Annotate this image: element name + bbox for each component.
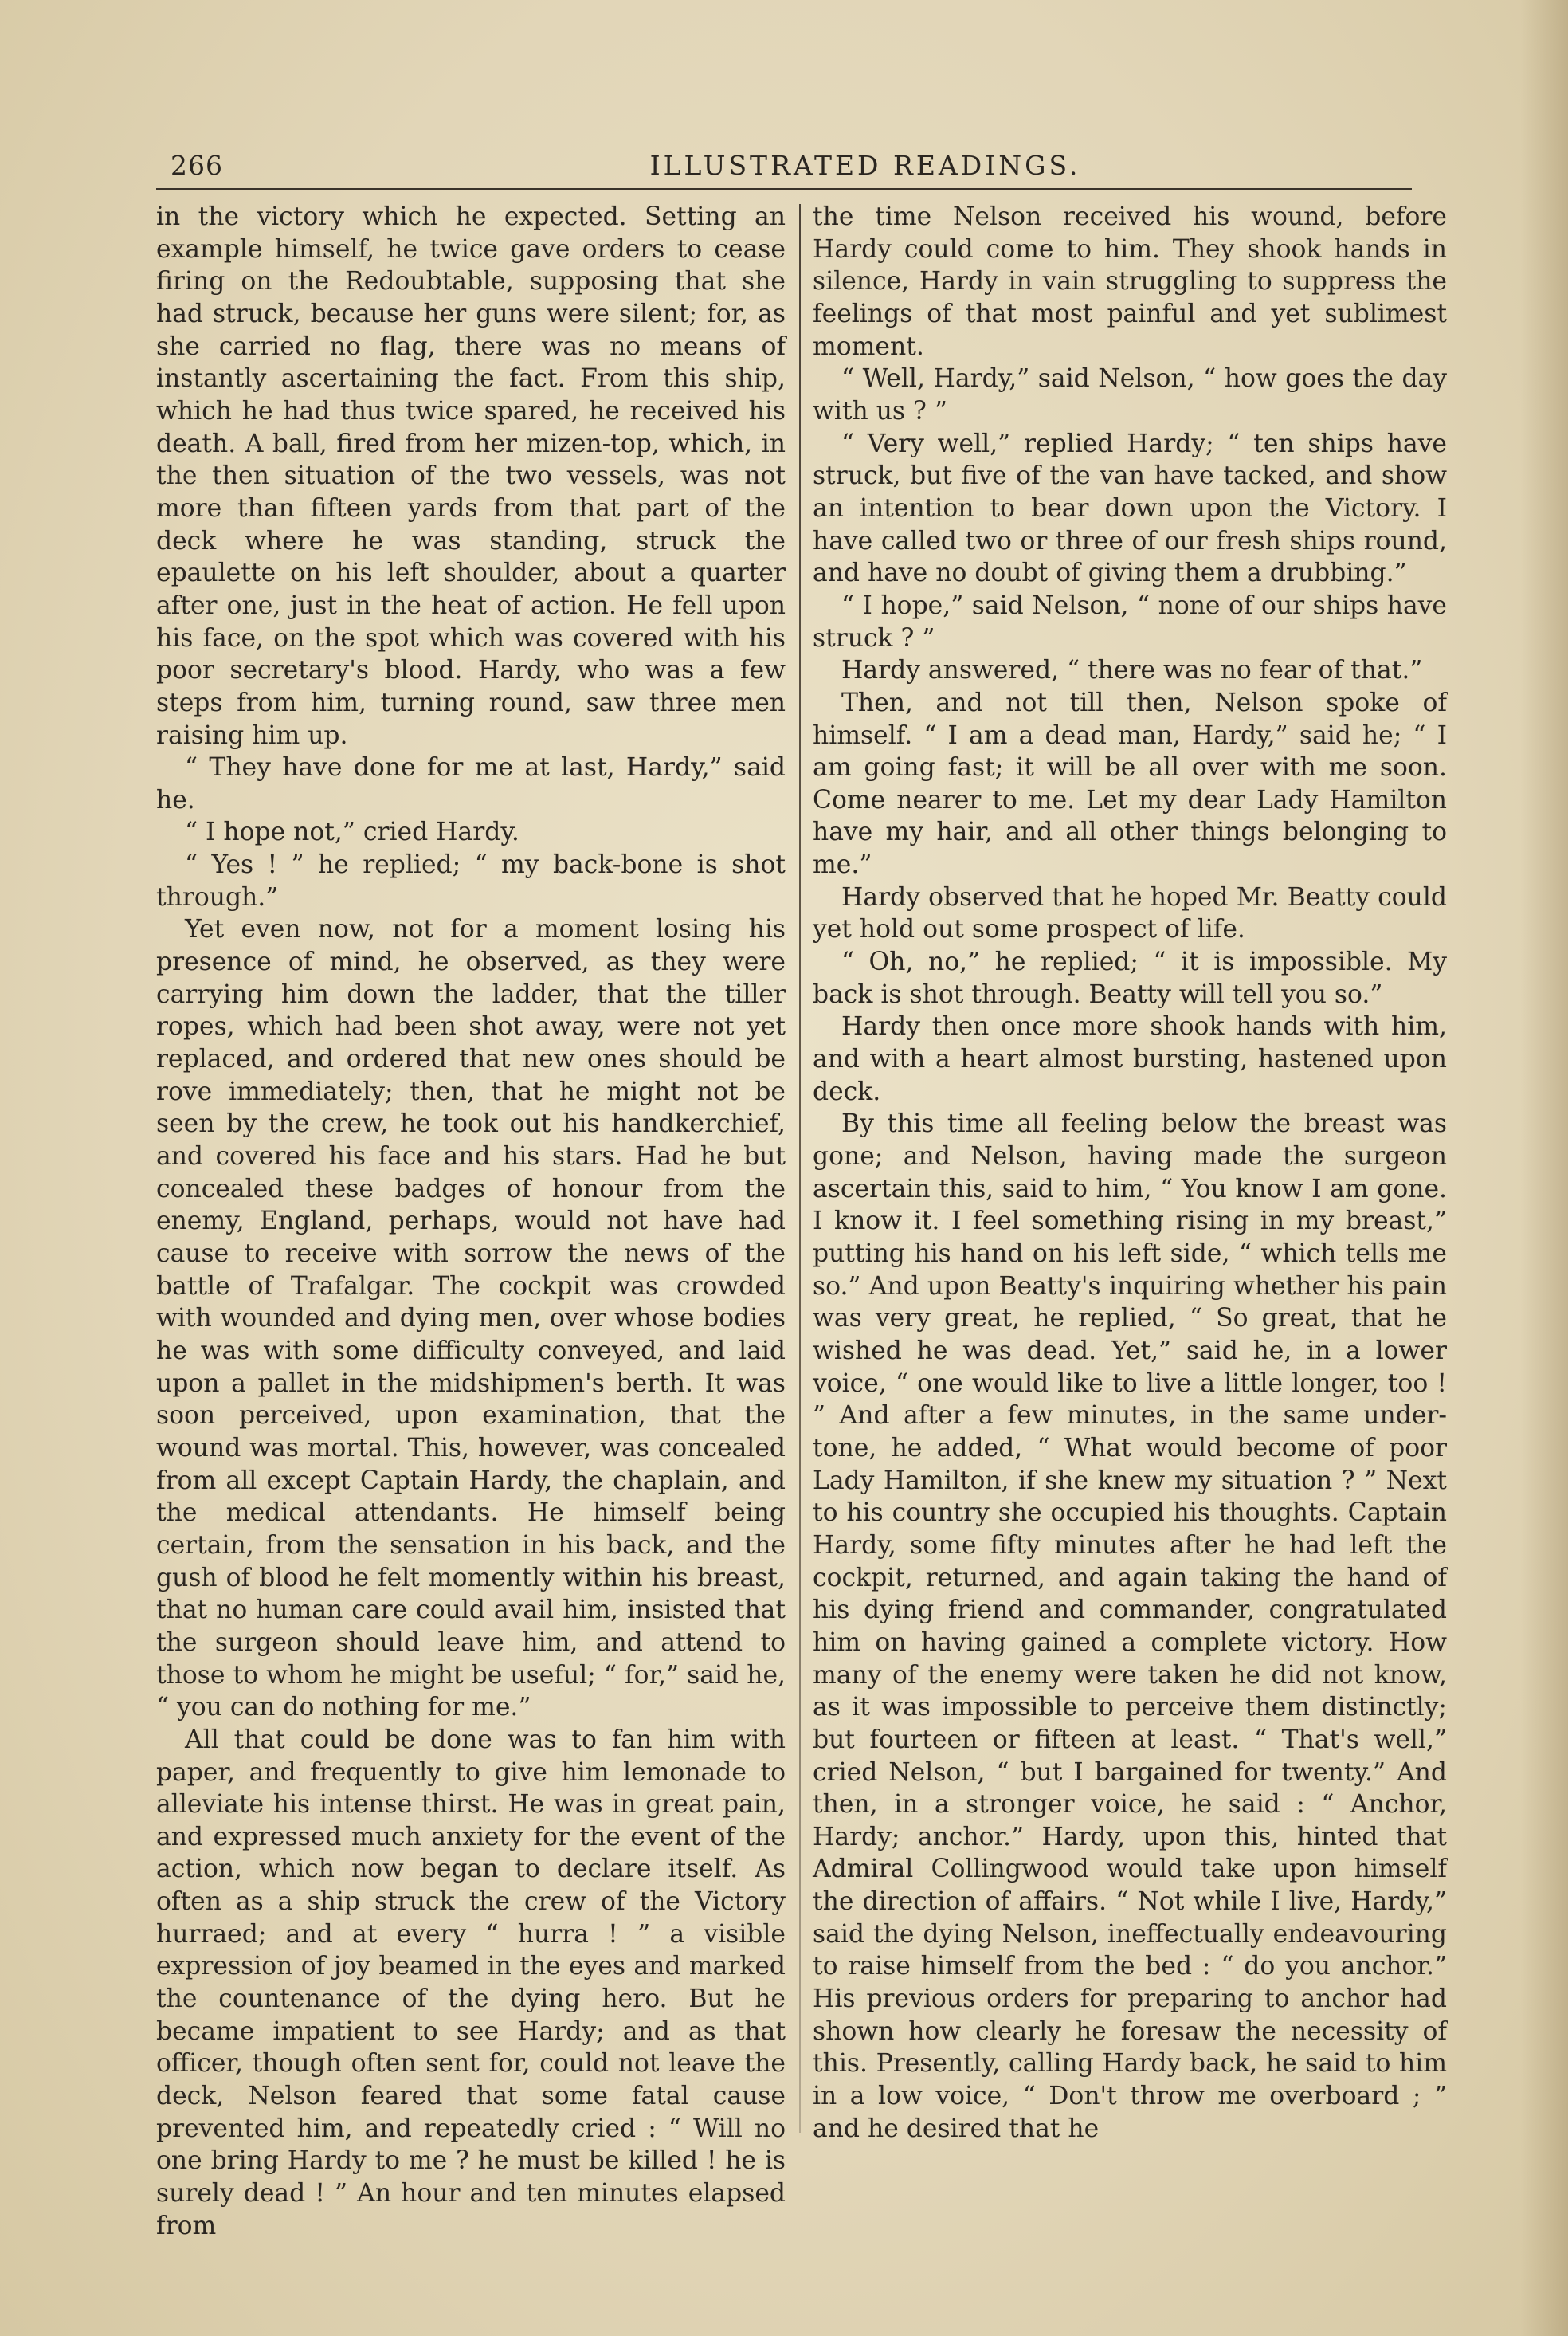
page-number: 266: [171, 150, 223, 181]
paragraph: Hardy answered, “ there was no fear of that.”: [841, 656, 1423, 685]
running-title: ILLUSTRATED READINGS.: [649, 150, 1081, 181]
paragraph: the time Nelson received his wound, before Hardy could come to him. They shook hands in silence, Hardy in vain struggling to suppress the feelings of that most painful and yet sublimest moment.: [813, 202, 1447, 361]
page-header: [156, 142, 1423, 190]
left-column: [156, 201, 786, 2242]
right-column: [813, 201, 1447, 2145]
paragraph: Then, and not till then, Nelson spoke of himself. “ I am a dead man, Hardy,” said he; “ I am going fast; it will be all over with me soon. Come nearer to me. Let my dear Lady Hamilton have my hair, and all other things belonging to me.”: [813, 688, 1447, 880]
paragraph: in the victory which he expected. Setting an example himself, he twice gave orders to cease firing on the Redoubtable, supposing that she had struck, because her guns were silent; for, as she carried no flag, there was no means of instantly ascertaining the fact. From this ship, which he had thus twice spared, he received his death. A ball, fired from her mizen-top, which, in the then situation of the two vessels, was not more than fifteen yards from that part of the deck where he was standing, struck the epaulette on his left shoulder, about a quarter after one, just in the heat of action. He fell upon his face, on the spot which was covered with his poor secretary's blood. Hardy, who was a few steps from him, turning round, saw three men raising him up.: [156, 202, 786, 750]
column-divider: [799, 204, 801, 2133]
header-rule: [156, 188, 1412, 190]
paragraph: “ Yes ! ” he replied; “ my back-bone is shot through.”: [156, 850, 786, 912]
paragraph: “ I hope,” said Nelson, “ none of our ships have struck ? ”: [813, 591, 1447, 653]
paragraph: Hardy observed that he hoped Mr. Beatty could yet hold out some prospect of life.: [813, 882, 1447, 944]
paragraph: “ Well, Hardy,” said Nelson, “ how goes the day with us ? ”: [813, 364, 1447, 426]
paragraph: “ Oh, no,” he replied; “ it is impossible. My back is shot through. Beatty will tell you so.”: [813, 948, 1447, 1009]
paragraph: “ They have done for me at last, Hardy,” said he.: [156, 753, 786, 815]
paragraph: All that could be done was to fan him with paper, and frequently to give him lemonade to alleviate his intense thirst. He was in great pain, and expressed much anxiety for the event of the action, which now began to declare itself. As often as a ship struck the crew of the Victory hurraed; and at every “ hurra ! ” a visible expression of joy beamed in the eyes and marked the countenance of the dying hero. But he became impatient to see Hardy; and as that officer, though often sent for, could not leave the deck, Nelson feared that some fatal cause prevented him, and repeatedly cried : “ Will no one bring Hardy to me ? he must be killed ! he is surely dead ! ” An hour and ten minutes elapsed from: [156, 1725, 786, 2240]
paragraph: Yet even now, not for a moment losing his presence of mind, he observed, as they were carrying him down the ladder, that the tiller ropes, which had been shot away, were not yet replaced, and ordered that new ones should be rove immediately; then, that he might not be seen by the crew, he took out his handkerchief, and covered his face and his stars. Had he but concealed these badges of honour from the enemy, England, perhaps, would not have had cause to receive with sorrow the news of the battle of Trafalgar. The cockpit was crowded with wounded and dying men, over whose bodies he was with some difficulty conveyed, and laid upon a pallet in the midshipmen's berth. It was soon perceived, upon examination, that the wound was mortal. This, however, was concealed from all except Captain Hardy, the chaplain, and the medical attendants. He himself being certain, from the sensation in his back, and the gush of blood he felt momently within his breast, that no human care could avail him, insisted that the surgeon should leave him, and attend to those to whom he might be useful; “ for,” said he, “ you can do nothing for me.”: [156, 915, 786, 1722]
page-edge-shadow: [1520, 0, 1568, 2336]
paragraph: Hardy then once more shook hands with him, and with a heart almost bursting, hastened upon deck.: [813, 1012, 1447, 1106]
paragraph: “ Very well,” replied Hardy; “ ten ships have struck, but five of the van have tacked, and show an intention to bear down upon the Victory. I have called two or three of our fresh ships round, and have no doubt of giving them a drubbing.”: [813, 429, 1447, 588]
paragraph: By this time all feeling below the breast was gone; and Nelson, having made the surgeon ascertain this, said to him, “ You know I am gone. I know it. I feel something rising in my breast,” putting his hand on his left side, “ which tells me so.” And upon Beatty's inquiring whether his pain was very great, he replied, “ So great, that he wished he was dead. Yet,” said he, in a lower voice, “ one would like to live a little longer, too ! ” And after a few minutes, in the same under-tone, he added, “ What would become of poor Lady Hamilton, if she knew my situation ? ” Next to his country she occupied his thoughts. Captain Hardy, some fifty minutes after he had left the cockpit, returned, and again taking the hand of his dying friend and commander, congratulated him on having gained a complete victory. How many of the enemy were taken he did not know, as it was impossible to perceive them distinctly; but fourteen or fifteen at least. “ That's well,” cried Nelson, “ but I bargained for twenty.” And then, in a stronger voice, he said : “ Anchor, Hardy; anchor.” Hardy, upon this, hinted that Admiral Collingwood would take upon himself the direction of affairs. “ Not while I live, Hardy,” said the dying Nelson, ineffectually endeavouring to raise himself from the bed : “ do you anchor.” His previous orders for preparing to anchor had shown how clearly he foresaw the necessity of this. Presently, calling Hardy back, he said to him in a low voice, “ Don't throw me overboard ; ” and he desired that he: [813, 1109, 1447, 2143]
paragraph: “ I hope not,” cried Hardy.: [185, 818, 519, 847]
